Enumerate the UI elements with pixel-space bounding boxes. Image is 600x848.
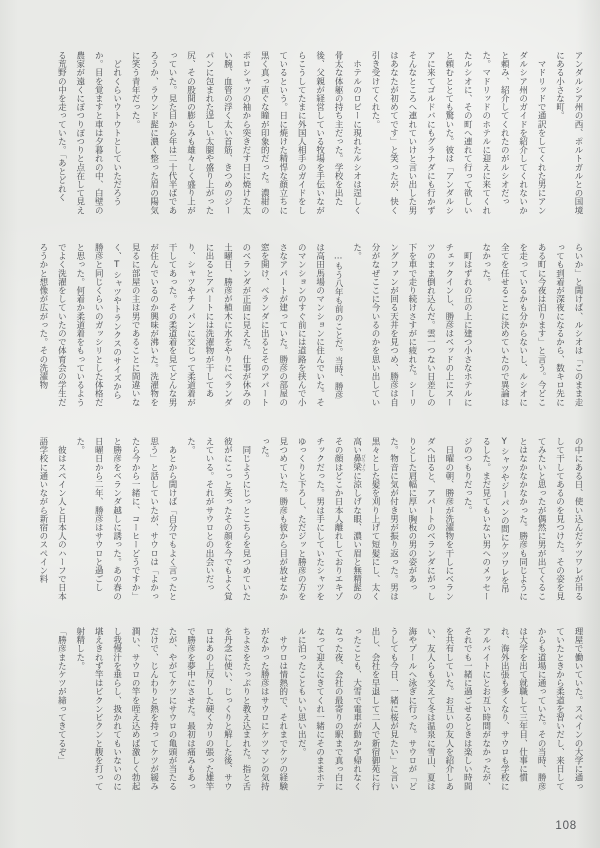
text-band-2 (31, 243, 587, 407)
paragraph: 町はずれの丘の上に建つ小さなホテルにチェックインし、勝彦はベッドの上にスーツのまま倒れ込んだ。雲一つない日差しの下を車で走り続けさすがに疲れた。シーリングファンが回る天井を見つめ、勝彦は自分がなぜここに今いるのかを思い出していた。 (351, 243, 473, 407)
paragraph: どれくらいウトウトとしていただろうか。目を覚ますと車は夕暮れの中、白壁の農家が遠くにぽつりぽつりと点在して見える荒野の中を走っていた。「あとどれく (56, 51, 122, 215)
paragraph: 彼はスペイン人と日本人のハーフで日本語学校に通いながら新宿のスペイン料 (37, 437, 67, 601)
text-band-4 (31, 627, 587, 791)
paragraph: …もう八年も前のことだ。当時、勝彦は高田馬場のマンションに住んでいた。そのマンションのすぐ前には道路を挟んで小さなアパートが建っていた。勝彦の部屋の窓を開け、ベランダに出るとそのアパートのベランダが正面に見えた。仕事が休みの土曜日、勝彦が植木に水をやりにベランダに出るとアパートには洗濯物が干してあり、シャツやチノパンに交じって柔道着が干してあった。その柔道着を見てどんな男が住んでいるのか興味が沸いた。洗濯物を見るに部屋の主は男であることに間違いなく、Tシャツやトランクスのサイズから勝彦と同じくらいのガッシリとした体格だと思った。何着か柔道着をもっているようでよく洗濯をしていたので体育会の学生だろうかと想像が広がった。その洗濯物 (37, 243, 344, 407)
text-band-3 (31, 437, 587, 601)
paragraph: の中にある日、使い込んだケツワレが吊るして干してあるのを見つけた。その姿を見てみたいと思ったが偶然に男が出てくることはなかなかなかった。勝彦も同じようにYシャツやジーパンの間にケツワレを吊るした。まだ見てもいない男へのメッセージのつもりだった。 (462, 437, 583, 601)
paragraph: 同じようにじっとこちらを見つめていた彼がにこっと笑ったその顔を今でもよく覚えている。それがサウロとの出会いだった。 (185, 437, 251, 601)
paragraph: 理屋で働いていた。スペインの大学に通っていたときから柔道を習いだし、来日してからも道場に通っていた。その当時、勝彦は大学を出て就職して三年目、仕事に慣れ、海外出張も多くなり、サウロも学校にアルバイトにとお互い時間がなかったが、それでも一緒に過ごせるときは楽しい時間を共有していた。お互いの友人を紹介しあい、友人らも交えて冬は温泉に雪山、夏は海やプールへ泳ぎに行った。サウロが「どうしても今日、一緒に桜が見たい」と言い出し、会社を早退して二人で新宿御苑に行ったことも、大雪で電車が動かず帰れなくなった夜、会社の最寄りの駅まで真っ白になって迎えにきてくれ一緒にそのままホテルに泊ったこともいい思い出だ。 (296, 627, 583, 791)
paragraph: マドリッドで通訳をしてくれた男にアンダルシア州のガイドを紹介してくれないかと頼み、紹介してくれたのがルシオだった。マドリッドのホテルに迎えに来てくれたルシオに、その町へ連れて行って欲しいと頼むととても驚いた。彼は「アンダルシアに来てゴルドバにもグラナダにも行かずそんなところへ連れていけと言い出した男はあなたが初めてです」と笑ったが、快く引き受けてくれた。 (370, 51, 547, 215)
paragraph: 「勝彦またケツが締ってきてるぞ」 (56, 627, 67, 765)
paragraph: ホテルのロビーに現れたルシオは逞しく骨太な体躯の持ち主だった。学校を出た後、父親が経営している牧場を手伝いながらこうしてたまに外国人相手のガイドをしているという。日に焼けた精悍な顔立ちに黒く真っ直ぐな瞳が印象的だった。濃紺のポロシャツの袖から突きだす日に焼けた太い腕、血管の浮く太い首筋、きつめのジーパンに包まれた逞しい太腿や盛り上がった尻、その股間の膨らみも雄々しく盛り上がっていた。見た目から年は二十代半ばであろうか、ラウンド髭に濃く整った眉の陽気に笑う青年だった。 (130, 51, 362, 215)
page-number: 108 (555, 820, 577, 832)
text-band-1 (31, 51, 587, 215)
paragraph: アンダルシア州の西、ポルトガルとの国境にある小さな町。 (554, 51, 583, 215)
paragraph: あとから聞けば「自分でもよく言ったと思う」と話していたが、サウロは「よかったら今から一緒に、コーヒーどうですか」と勝彦をベランダ越しに誘った。あの春の日曜日から二年、勝彦はサウロと過ごした。 (74, 437, 178, 601)
paragraph: らいか」と聞けば、ルシオは「このまま走っても到着が深夜になるから、数キロ先にある町に今夜は泊ります」と言う。今どこを走っているかも分からないし、ルシオに全てを任せることに決めていたので異論はなかった。 (480, 243, 583, 407)
paragraph: 日曜の朝、勝彦が洗濯物を干しにベランダへ出ると、アパートのベランダにがっしりとした肩幅に厚い胸板の男の姿があった。物音に気が付き男が振り返った。男は黒々とした髪を刈り上げて短髪にし、太く高い鼻梁 びりょうに涼しげな眼、濃い眉と無精髭のその顔はどこか日本人離れしておりエキゾチックだった。男は手にしていたシャツをゆっくりと下ろし、ただジッと勝彦の方を見つめていた。勝彦も彼から目が放せなかった。 (259, 437, 454, 601)
paragraph: サウロは情熱的で、それまでケツの経験がなかった勝彦はサウロにケツマンの気持ちよさをたっぷりと教え込まれた。指と舌を丹念に使い、じっくりと解した後、サウロはあの上反りした硬くカリの張った雄竿で勝彦を夢中にさせた。最初は痛みもあったが、やがてケツにサウロの亀頭が当たるだけで、じんわりと熱を持ってケツが緩み潤い、サウロの竿を咥え込めば激しく勃起し我慢汁を垂らし、扱かれてもいないのに堪えきれず竿はビクンビクンと腹を打って射精した。 (74, 627, 288, 791)
